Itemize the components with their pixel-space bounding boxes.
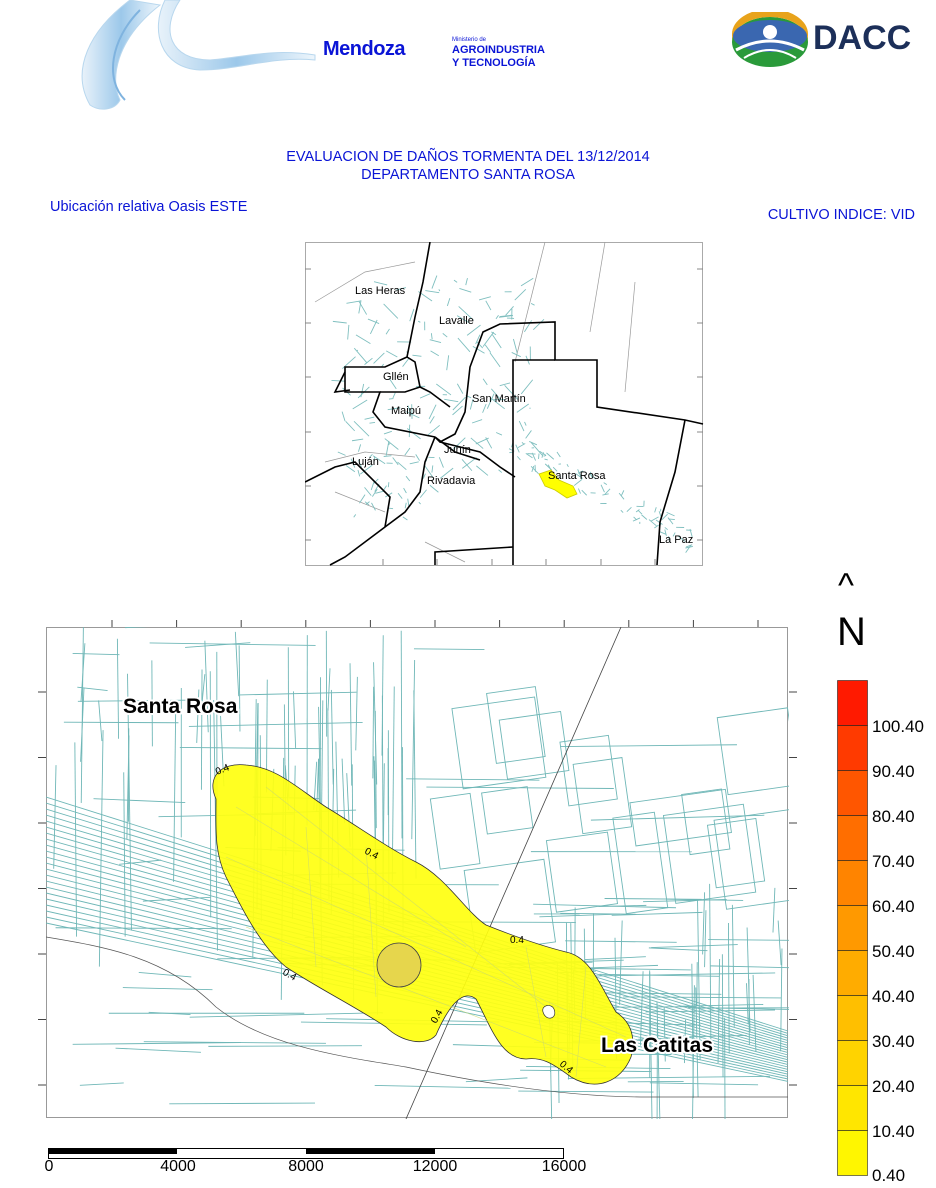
scale-label: 4000 bbox=[160, 1158, 196, 1175]
contour-label: 0.4 bbox=[429, 1007, 446, 1026]
ministry-small-text: Ministerio de bbox=[452, 37, 487, 43]
dacc-logo-icon bbox=[730, 12, 810, 68]
scale-label: 0 bbox=[44, 1158, 54, 1175]
legend-label: 20.40 bbox=[872, 1077, 915, 1096]
ministry-name-line1: AGROINDUSTRIA bbox=[452, 44, 545, 56]
legend-swatch bbox=[838, 951, 868, 996]
map-subtitle: DEPARTAMENTO SANTA ROSA bbox=[361, 167, 575, 183]
legend-label: 70.40 bbox=[872, 852, 915, 871]
ministry-name-line2: Y TECNOLOGÍA bbox=[452, 57, 536, 69]
legend-label: 100.40 bbox=[872, 717, 924, 736]
legend-swatch bbox=[838, 681, 868, 726]
inset-label-la-paz: La Paz bbox=[659, 534, 694, 546]
inset-caption: Ubicación relativa Oasis ESTE bbox=[50, 199, 248, 215]
contour-label: 0.4 bbox=[280, 967, 299, 984]
legend-swatch bbox=[838, 771, 868, 816]
place-label-las-catitas: Las Catitas bbox=[601, 1034, 714, 1057]
inset-label-rivadavia: Rivadavia bbox=[427, 475, 476, 487]
main-map-ticks bbox=[38, 620, 804, 1127]
scale-label: 8000 bbox=[288, 1158, 324, 1175]
legend-swatch bbox=[838, 726, 868, 771]
legend-label: 40.40 bbox=[872, 987, 915, 1006]
dacc-logo-text: DACC bbox=[813, 19, 912, 57]
legend-swatch bbox=[838, 1131, 868, 1176]
inset-label-guaymallen: Gllén bbox=[383, 371, 409, 383]
legend-label: 80.40 bbox=[872, 807, 915, 826]
argentina-ribbon-logo bbox=[70, 0, 320, 115]
legend-label: 0.40 bbox=[872, 1166, 906, 1185]
legend-label: 50.40 bbox=[872, 942, 915, 961]
scale-label: 12000 bbox=[412, 1158, 458, 1175]
inset-label-san-martin: San Martín bbox=[472, 393, 526, 405]
contour-label: 0.4 bbox=[362, 845, 381, 863]
inset-label-lujan: Luján bbox=[352, 456, 379, 468]
color-legend-bar bbox=[837, 680, 871, 1178]
legend-swatch bbox=[838, 1086, 868, 1131]
legend-label: 90.40 bbox=[872, 762, 915, 781]
inset-label-junin: Junín bbox=[444, 444, 471, 456]
contour-label: 0.4 bbox=[214, 762, 232, 778]
inset-location-map bbox=[305, 242, 704, 567]
legend-swatch bbox=[838, 861, 868, 906]
contour-label: 0.4 bbox=[557, 1058, 575, 1077]
inset-label-santa-rosa: Santa Rosa bbox=[548, 470, 606, 482]
crop-index-label: CULTIVO INDICE: VID bbox=[767, 207, 915, 223]
legend-swatch bbox=[838, 816, 868, 861]
legend-label: 60.40 bbox=[872, 897, 915, 916]
legend-label: 10.40 bbox=[872, 1122, 915, 1141]
legend-label: 30.40 bbox=[872, 1032, 915, 1051]
legend-swatch bbox=[838, 996, 868, 1041]
scale-label: 16000 bbox=[541, 1158, 587, 1175]
legend-swatch bbox=[838, 906, 868, 951]
north-arrow-icon: ^ bbox=[838, 567, 854, 605]
mendoza-logo-text: Mendoza bbox=[323, 38, 406, 60]
north-label: N bbox=[837, 610, 866, 654]
contour-label: 0.4 bbox=[510, 935, 524, 946]
inset-label-maipu: Maipú bbox=[391, 405, 421, 417]
legend-swatch bbox=[838, 1041, 868, 1086]
map-title: EVALUACION DE DAÑOS TORMENTA DEL 13/12/2014 bbox=[286, 149, 650, 165]
place-label-santa-rosa: Santa Rosa bbox=[123, 695, 238, 718]
inset-label-lavalle: Lavalle bbox=[439, 315, 474, 327]
inset-label-las-heras: Las Heras bbox=[355, 285, 406, 297]
